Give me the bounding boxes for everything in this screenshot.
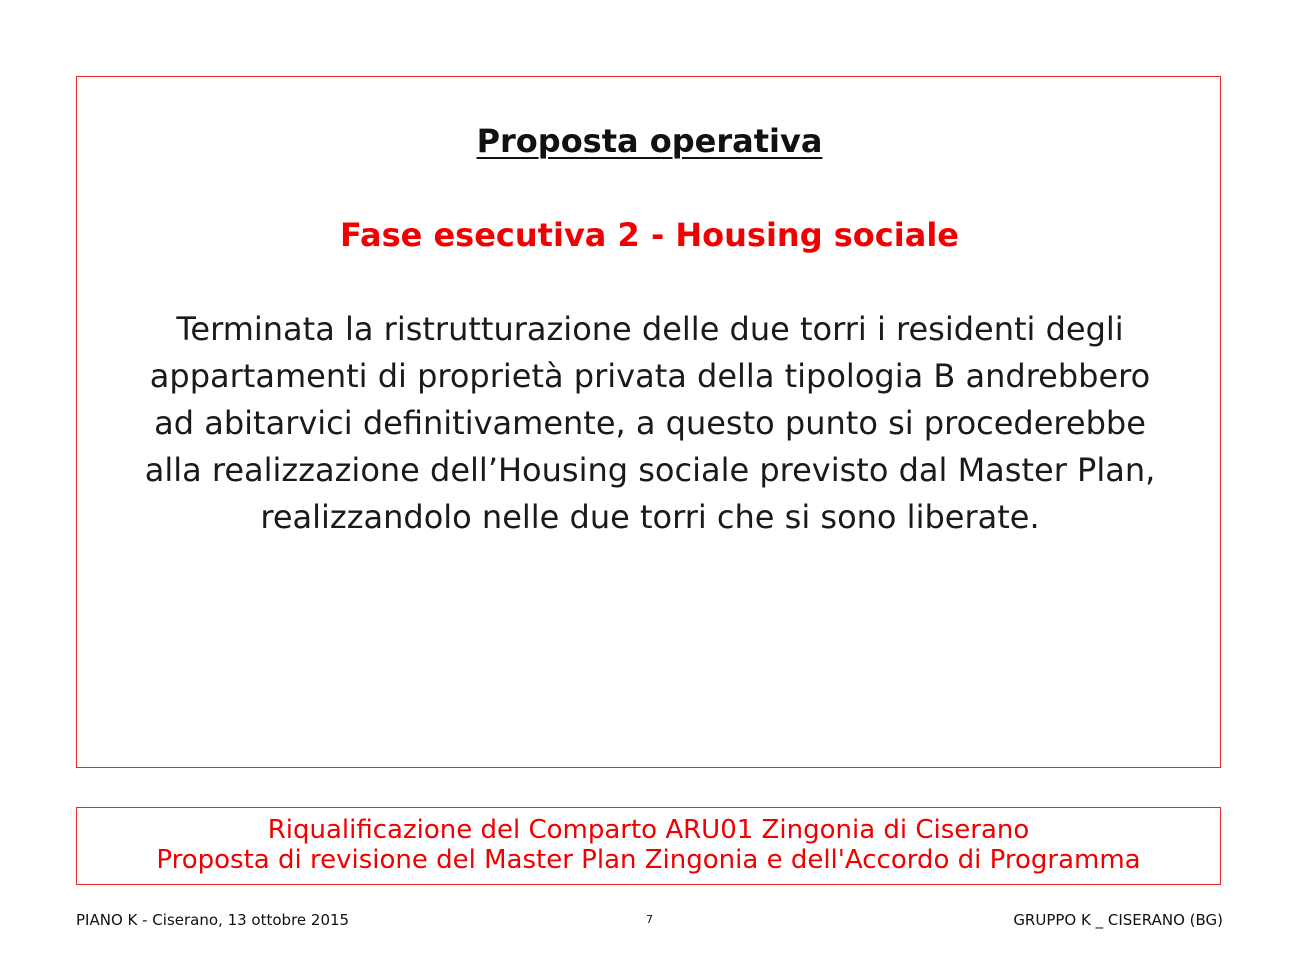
page-number: 7 [646, 913, 653, 926]
body-line: Terminata la ristrutturazione delle due torri i residenti degli [176, 310, 1124, 348]
body-line: realizzandolo nelle due torri che si sono liberate. [260, 498, 1040, 536]
slide-subtitle: Fase esecutiva 2 - Housing sociale [340, 216, 959, 254]
banner-line-2: Proposta di revisione del Master Plan Zingonia e dell'Accordo di Programma [156, 845, 1141, 875]
body-line: alla realizzazione dell’Housing sociale previsto dal Master Plan, [144, 451, 1156, 489]
body-line: ad abitarvici definitivamente, a questo punto si procederebbe [154, 404, 1146, 442]
banner-line-1: Riqualificazione del Comparto ARU01 Zingonia di Ciserano [267, 815, 1030, 845]
slide-title: Proposta operativa [476, 122, 823, 160]
footer-event: PIANO K - Ciserano, 13 ottobre 2015 [76, 911, 350, 929]
footer-organization: GRUPPO K _ CISERANO (BG) [1013, 911, 1223, 929]
project-banner [76, 807, 1221, 885]
body-line: appartamenti di proprietà privata della tipologia B andrebbero [149, 357, 1151, 395]
slide-body [90, 306, 1210, 541]
